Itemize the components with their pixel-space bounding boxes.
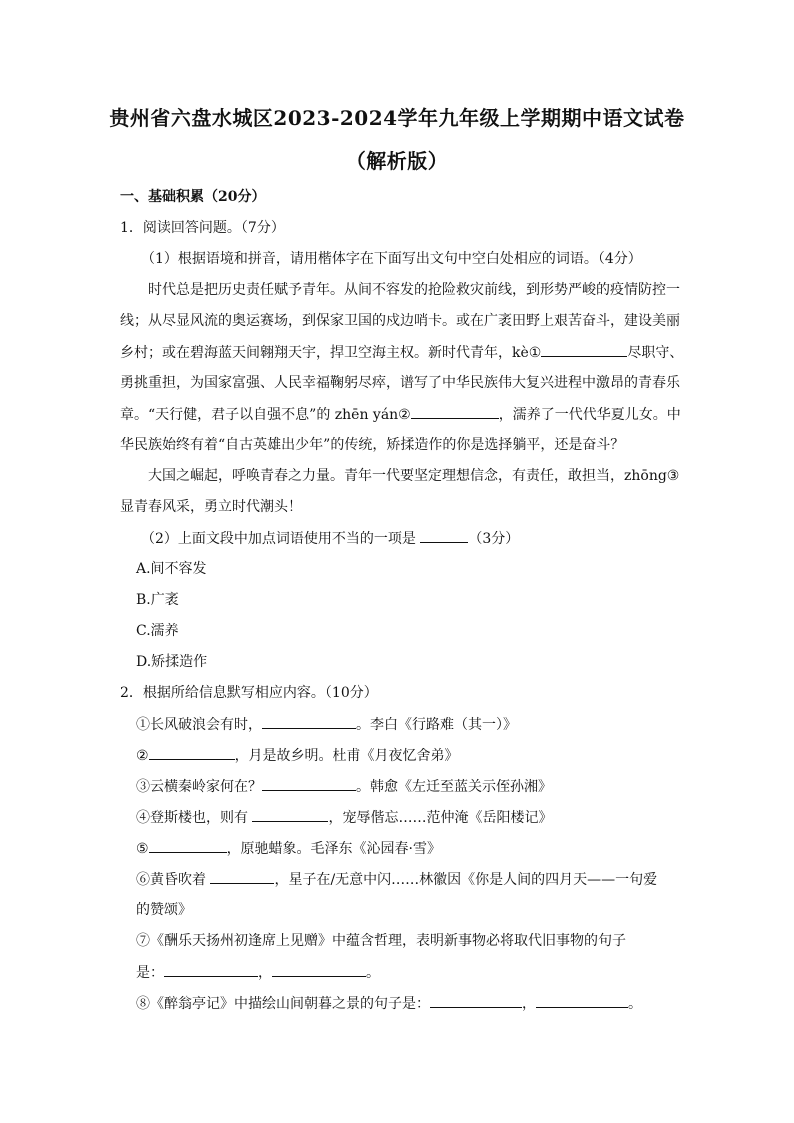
passage-text: 章。“天行健，君子以自强不息”的 zhēn yán②: [120, 407, 411, 423]
answer-blank[interactable]: [210, 869, 274, 884]
recitation-item: [136, 745, 459, 766]
question-1-stem: 1．阅读回答问题。（7分）: [120, 220, 285, 236]
answer-blank[interactable]: [164, 962, 258, 977]
answer-blank[interactable]: [430, 993, 522, 1008]
question-1-part-1: （1）根据语境和拼音，请用楷体字在下面写出文句中空白处相应的词语。（4分）: [141, 251, 642, 267]
answer-blank[interactable]: [262, 776, 356, 791]
item-text: ⑧《醉翁亭记》中描绘山间朝暮之景的句子是：: [136, 996, 430, 1012]
option-c[interactable]: C.濡养: [136, 623, 179, 639]
passage-line: 华民族始终有着“自古英雄出少年”的传统，矫揉造作的你是选择躺平，还是奋斗？: [120, 437, 625, 453]
item-text: ，宠辱偕忘……范仲淹《岳阳楼记》: [328, 810, 553, 826]
option-a[interactable]: A.间不容发: [136, 561, 207, 577]
item-text: ，: [258, 965, 272, 981]
answer-blank[interactable]: [420, 528, 468, 543]
option-d[interactable]: D.矫揉造作: [136, 654, 208, 670]
recitation-item: [136, 993, 642, 1014]
item-text: 。: [366, 965, 380, 981]
exam-title: 贵州省六盘水城区2023-2024学年九年级上学期期中语文试卷: [109, 106, 685, 130]
section-heading: 一、基础积累（20分）: [120, 189, 266, 205]
recitation-item: ⑦《酬乐天扬州初逢席上见赠》中蕴含哲理，表明新事物必将取代旧事物的句子: [136, 933, 626, 949]
item-text: ②: [136, 748, 149, 764]
recitation-item: [136, 776, 552, 797]
item-text: ③云横秦岭家何在？: [136, 779, 262, 795]
part-2-score: （3分）: [468, 531, 520, 547]
item-text: ⑥黄昏吹着: [136, 872, 211, 888]
item-text: ④登斯楼也，则有: [136, 810, 253, 826]
recitation-item-continued: 的赞颂》: [136, 902, 192, 918]
passage-line: [120, 404, 681, 425]
item-text: ，月是故乡明。杜甫《月夜忆舍弟》: [234, 748, 459, 764]
passage-text: ，濡养了一代代华夏儿女。中: [498, 407, 681, 423]
item-text: ，原驰蜡象。毛泽东《沁园春·雪》: [226, 841, 442, 857]
item-text: 是：: [136, 965, 164, 981]
recitation-item: [136, 838, 441, 859]
item-text: ①长风破浪会有时，: [136, 717, 262, 733]
answer-blank[interactable]: [252, 807, 328, 822]
passage-line: 大国之崛起，呼唤青春之力量。青年一代要坚定理想信念，有责任，敢担当，zhōng③: [148, 468, 680, 484]
answer-blank[interactable]: [149, 745, 235, 760]
passage-line: 勇挑重担，为国家富强、人民幸福鞠躬尽瘁，谱写了中华民族伟大复兴进程中激昂的青春乐: [120, 375, 680, 391]
item-text: ，星子在/无意中闪……林徽因《你是人间的四月天——一句爱: [274, 872, 658, 888]
passage-text: 乡村；或在碧海蓝天间翱翔天宇，捍卫空海主权。新时代青年，kè①: [120, 345, 542, 361]
item-text: ，: [522, 996, 536, 1012]
recitation-item: [136, 807, 552, 828]
item-text: 。韩愈《左迁至蓝关示侄孙湘》: [356, 779, 552, 795]
answer-blank[interactable]: [262, 714, 356, 729]
item-text: 。: [628, 996, 642, 1012]
passage-line: [120, 342, 683, 363]
answer-blank[interactable]: [536, 993, 628, 1008]
recitation-item: [136, 869, 657, 890]
passage-line: 时代总是把历史责任赋予青年。从间不容发的抢险救灾前线，到形势严峻的疫情防控一: [148, 282, 680, 298]
passage-text: 尽职守、: [627, 345, 684, 361]
recitation-item-continued: [136, 962, 380, 983]
item-text: 。李白《行路难（其一）》: [356, 717, 517, 733]
option-b[interactable]: B.广袤: [136, 592, 179, 608]
answer-blank[interactable]: [541, 342, 627, 357]
question-1-part-2: [141, 528, 519, 549]
passage-line: 线；从尽显风流的奥运赛场，到保家卫国的戍边哨卡。或在广袤田野上艰苦奋斗，建设美丽: [120, 313, 680, 329]
passage-line: 显青春风采，勇立时代潮头！: [120, 499, 302, 515]
recitation-item: [136, 714, 517, 735]
part-2-text: （2）上面文段中加点词语使用不当的一项是: [141, 531, 416, 547]
exam-subtitle: （解析版）: [345, 149, 449, 173]
item-text: ⑤: [136, 841, 149, 857]
question-2-stem: 2．根据所给信息默写相应内容。（10分）: [120, 685, 378, 701]
answer-blank[interactable]: [272, 962, 366, 977]
answer-blank[interactable]: [149, 838, 227, 853]
answer-blank[interactable]: [411, 404, 499, 419]
